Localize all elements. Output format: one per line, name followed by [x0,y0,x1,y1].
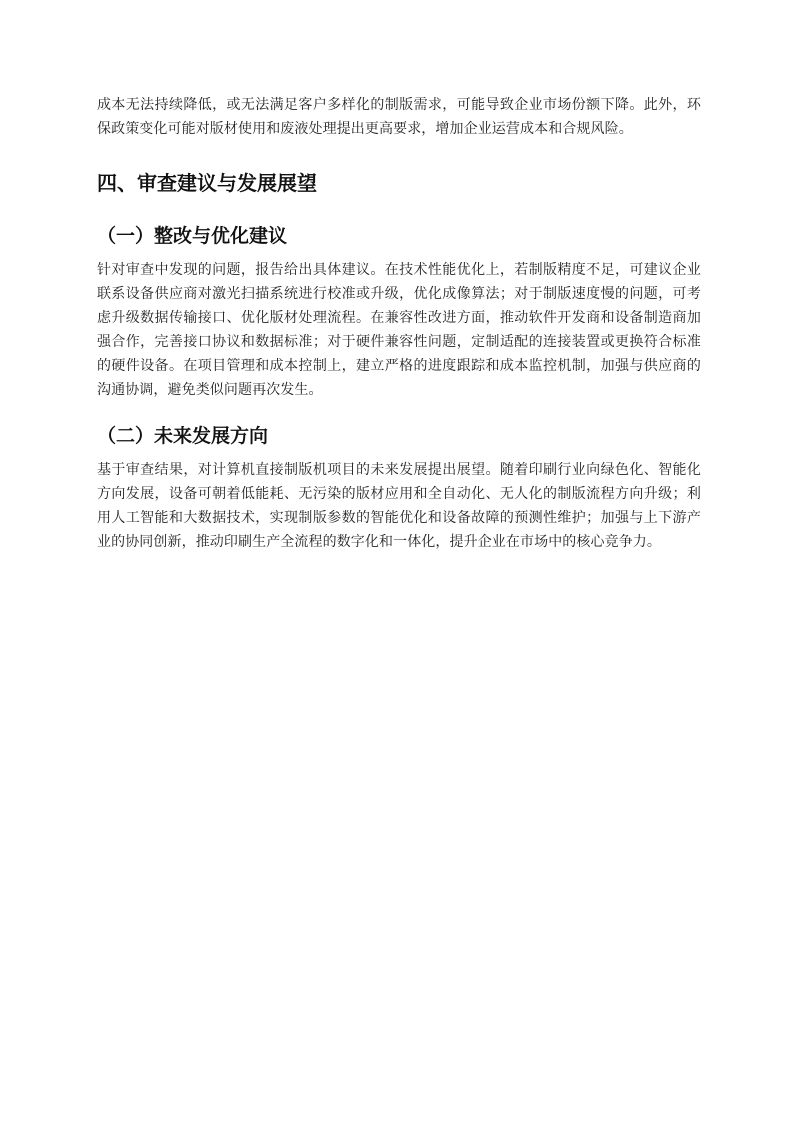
intro-paragraph: 成本无法持续降低，或无法满足客户多样化的制版需求，可能导致企业市场份额下降。此外，环保政策变化可能对版材使用和废液处理提出更高要求，增加企业运营成本和合规风险。 [97,97,701,137]
subsection-2-paragraph: 基于审查结果，对计算机直接制版机项目的未来发展提出展望。随着印刷行业向绿色化、智能化方向发展，设备可朝着低能耗、无污染的版材应用和全自动化、无人化的制版流程方向升级；利用人工智能和大数据技术，实现制版参数的智能优化和设备故障的预测性维护；加强与上下游产业的协同创新，推动印刷生产全流程的数字化和一体化，提升企业在市场中的核心竞争力。 [97,462,701,550]
section-4-heading: 四、审查建议与发展展望 [97,171,317,195]
subsection-1-paragraph: 针对审查中发现的问题，报告给出具体建议。在技术性能优化上，若制版精度不足，可建议企业联系设备供应商对激光扫描系统进行校准或升级，优化成像算法；对于制版速度慢的问题，可考虑升级数据传输接口、优化版材处理流程。在兼容性改进方面，推动软件开发商和设备制造商加强合作，完善接口协议和数据标准；对于硬件兼容性问题，定制适配的连接装置或更换符合标准的硬件设备。在项目管理和成本控制上，建立严格的进度跟踪和成本监控机制，加强与供应商的沟通协调，避免类似问题再次发生。 [97,262,701,398]
document-page [97,93,701,554]
subsection-2-heading: （二）未来发展方向 [97,425,269,447]
subsection-1-heading: （一）整改与优化建议 [97,225,288,247]
